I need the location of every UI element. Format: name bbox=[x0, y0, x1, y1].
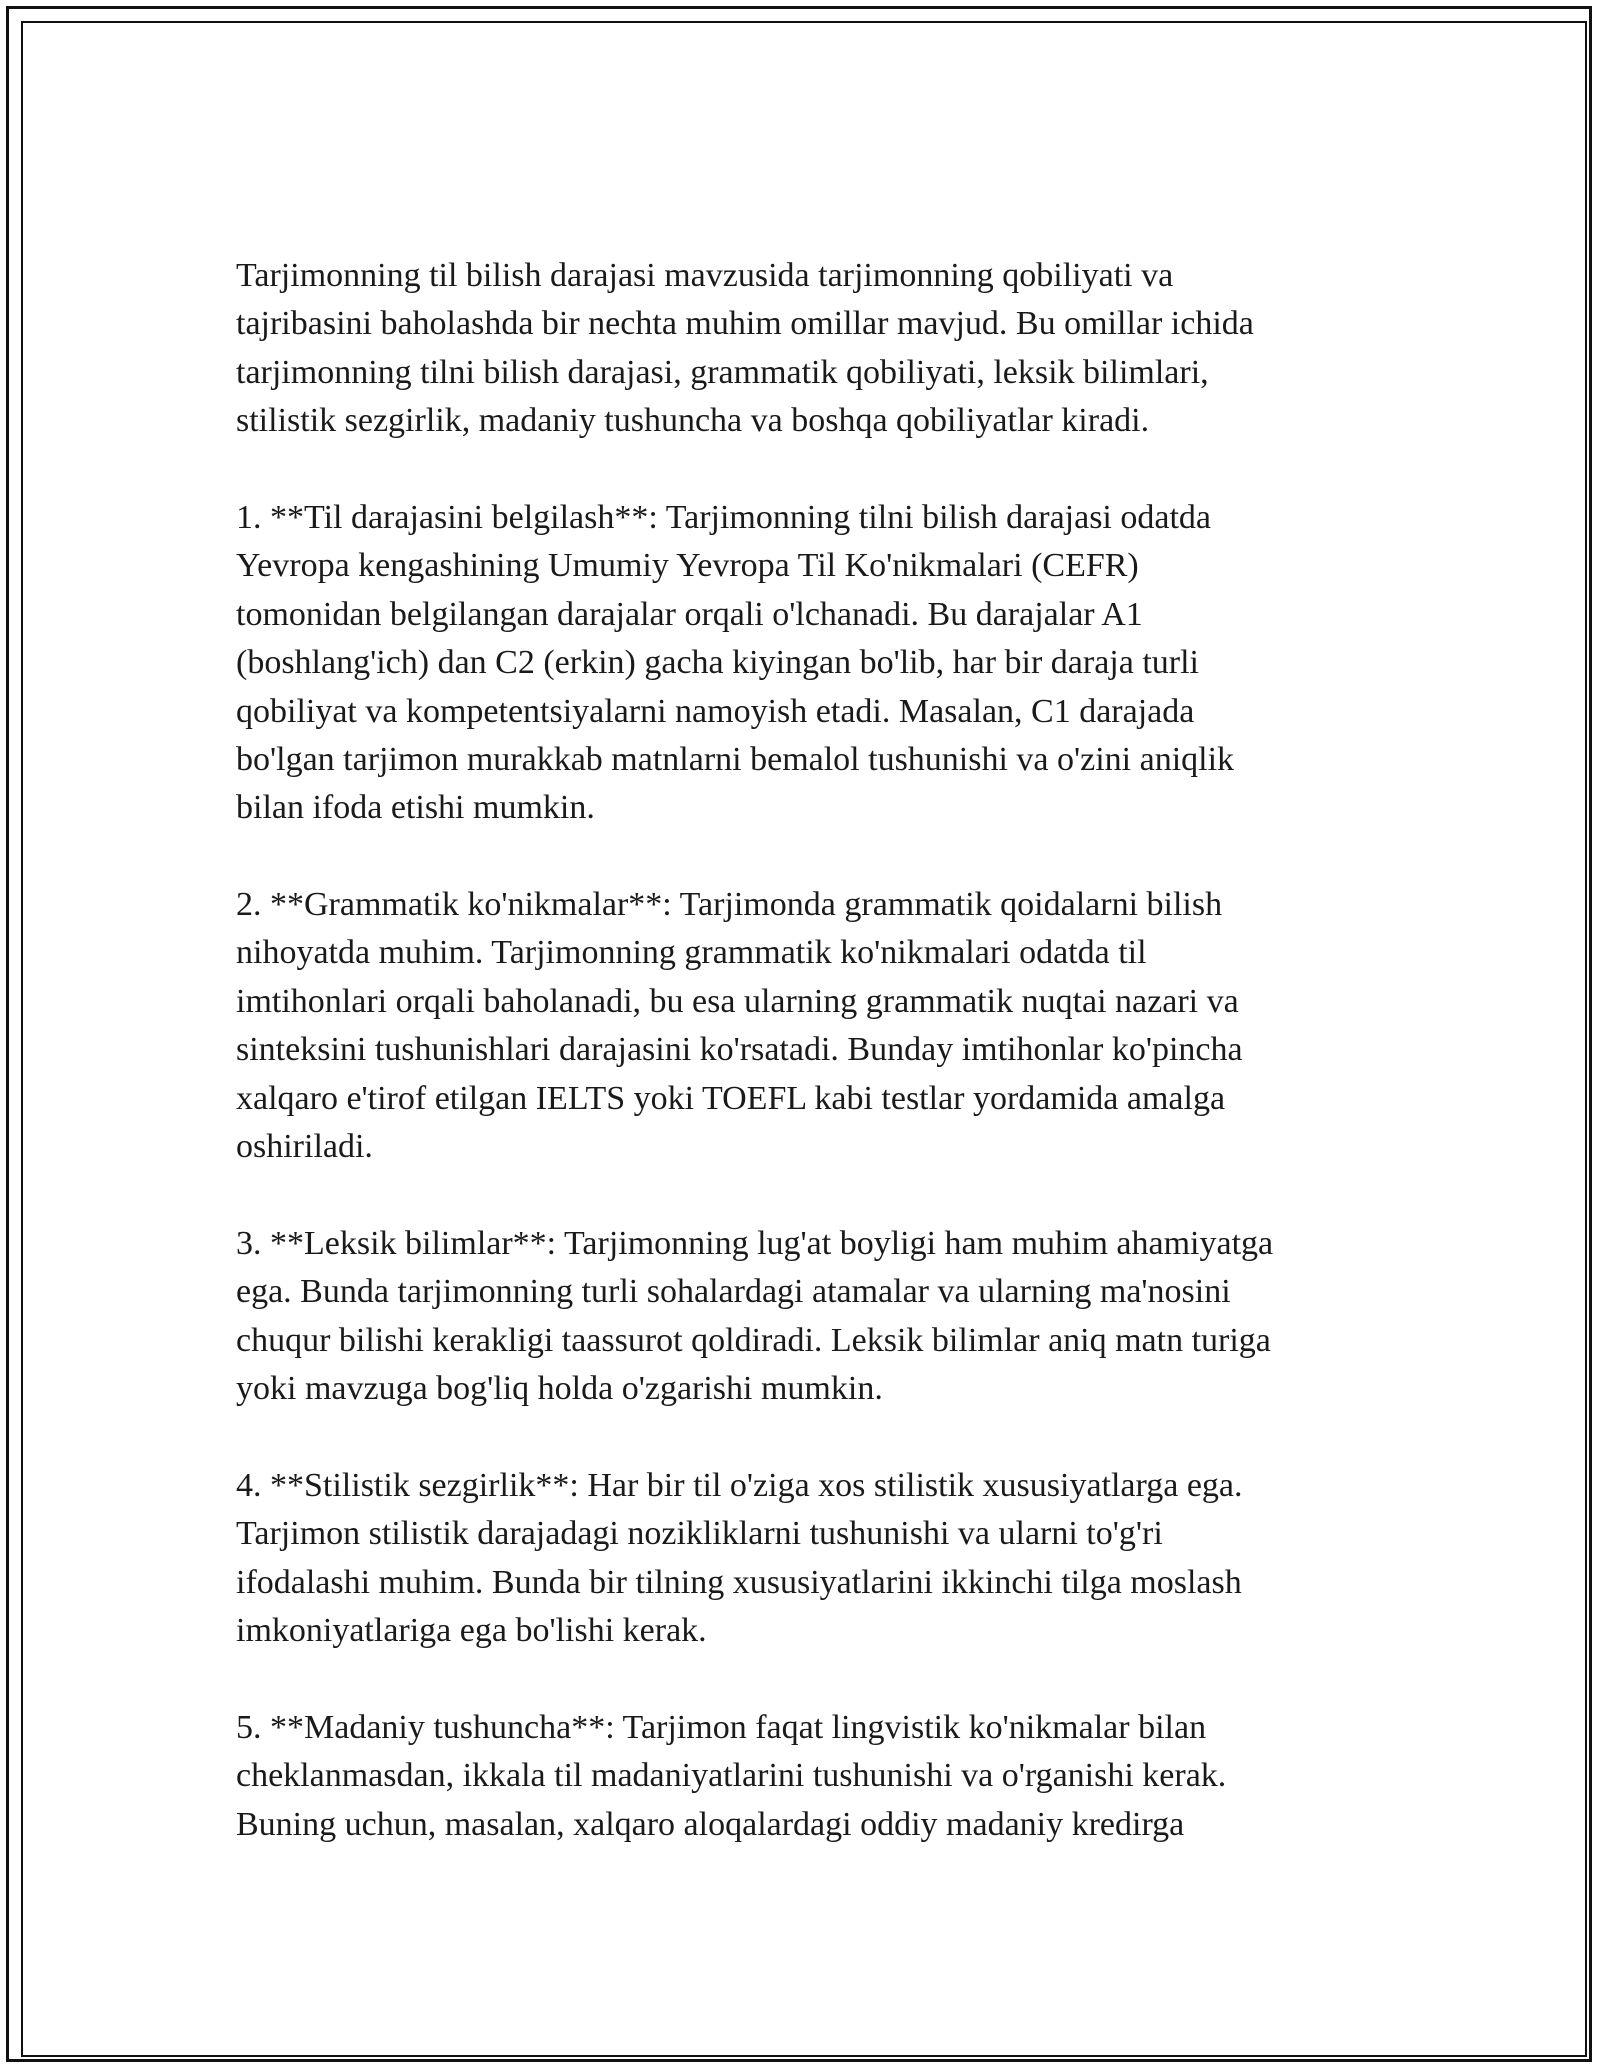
text-line: stilistik sezgirlik, madaniy tushuncha va boshqa qobiliyatlar kiradi. bbox=[236, 402, 1150, 440]
text-line: imkoniyatlariga ega bo'lishi kerak. bbox=[236, 1611, 707, 1649]
text-line: oshiriladi. bbox=[236, 1128, 373, 1166]
text-line: Buning uchun, masalan, xalqaro aloqalardagi oddiy madaniy kredirga bbox=[236, 1805, 1185, 1843]
text-line: ega. Bunda tarjimonning turli sohalardagi atamalar va ularning ma'nosini bbox=[236, 1273, 1231, 1311]
section-3-paragraph bbox=[236, 1220, 1376, 1414]
text-line: sinteksini tushunishlari darajasini ko'rsatadi. Bunday imtihonlar ko'pincha bbox=[236, 1031, 1243, 1069]
text-line: Tarjimon stilistik darajadagi nozikliklarni tushunishi va ularni to'g'ri bbox=[236, 1515, 1163, 1553]
text-line: 1. **Til darajasini belgilash**: Tarjimonning tilni bilish darajasi odatda bbox=[236, 498, 1212, 536]
section-5-paragraph bbox=[236, 1704, 1376, 1849]
text-line: tomonidan belgilangan darajalar orqali o'lchanadi. Bu darajalar A1 bbox=[236, 595, 1143, 633]
text-line: 2. **Grammatik ko'nikmalar**: Tarjimonda grammatik qoidalarni bilish bbox=[236, 886, 1223, 924]
text-line: 5. **Madaniy tushuncha**: Tarjimon faqat lingvistik ko'nikmalar bilan bbox=[236, 1708, 1207, 1746]
text-line: 3. **Leksik bilimlar**: Tarjimonning lug'at boyligi ham muhim ahamiyatga bbox=[236, 1224, 1274, 1262]
intro-paragraph bbox=[236, 252, 1376, 446]
text-line: 4. **Stilistik sezgirlik**: Har bir til o'ziga xos stilistik xususiyatlarga ega. bbox=[236, 1466, 1243, 1504]
document-body bbox=[236, 252, 1376, 1897]
text-line: (boshlang'ich) dan C2 (erkin) gacha kiyingan bo'lib, har bir daraja turli bbox=[236, 644, 1200, 682]
text-line: bilan ifoda etishi mumkin. bbox=[236, 789, 595, 827]
text-line: qobiliyat va kompetentsiyalarni namoyish etadi. Masalan, C1 darajada bbox=[236, 692, 1195, 730]
text-line: tajribasini baholashda bir nechta muhim omillar mavjud. Bu omillar ichida bbox=[236, 305, 1254, 343]
text-line: nihoyatda muhim. Tarjimonning grammatik ko'nikmalari odatda til bbox=[236, 934, 1147, 972]
text-line: ifodalashi muhim. Bunda bir tilning xususiyatlarini ikkinchi tilga moslash bbox=[236, 1563, 1242, 1601]
section-4-paragraph bbox=[236, 1462, 1376, 1656]
text-line: chuqur bilishi kerakligi taassurot qoldiradi. Leksik bilimlar aniq matn turiga bbox=[236, 1321, 1271, 1359]
section-2-paragraph bbox=[236, 881, 1376, 1171]
section-1-paragraph bbox=[236, 494, 1376, 833]
text-line: imtihonlari orqali baholanadi, bu esa ularning grammatik nuqtai nazari va bbox=[236, 982, 1239, 1020]
text-line: yoki mavzuga bog'liq holda o'zgarishi mumkin. bbox=[236, 1369, 883, 1407]
text-line: tarjimonning tilni bilish darajasi, grammatik qobiliyati, leksik bilimlari, bbox=[236, 353, 1209, 391]
text-line: xalqaro e'tirof etilgan IELTS yoki TOEFL kabi testlar yordamida amalga bbox=[236, 1079, 1226, 1117]
text-line: cheklanmasdan, ikkala til madaniyatlarini tushunishi va o'rganishi kerak. bbox=[236, 1757, 1227, 1795]
text-line: bo'lgan tarjimon murakkab matnlarni bemalol tushunishi va o'zini aniqlik bbox=[236, 740, 1235, 778]
text-line: Tarjimonning til bilish darajasi mavzusida tarjimonning qobiliyati va bbox=[236, 257, 1174, 294]
text-line: Yevropa kengashining Umumiy Yevropa Til Ko'nikmalari (CEFR) bbox=[236, 547, 1139, 585]
